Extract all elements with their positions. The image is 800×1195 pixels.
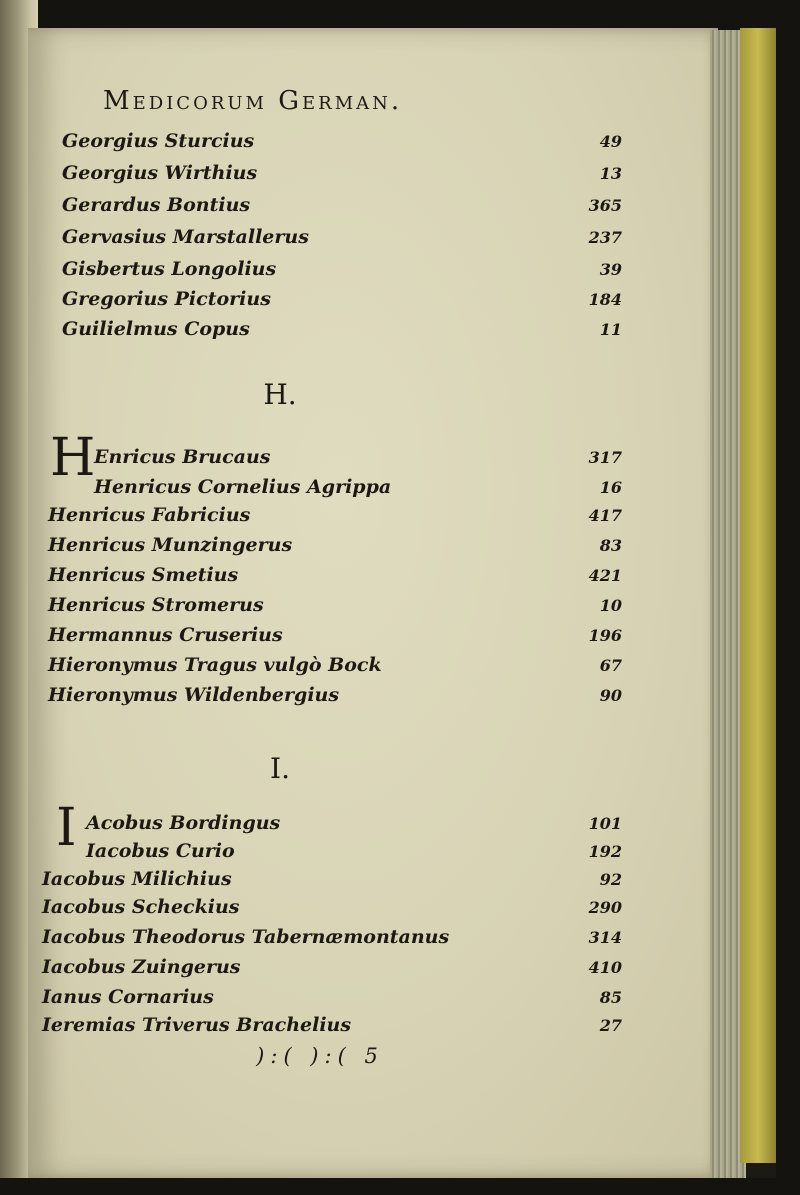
index-entry: [48, 534, 622, 562]
index-entry: [48, 684, 622, 712]
entry-page: 192: [588, 842, 622, 861]
running-header: Medicorum German.: [103, 86, 403, 116]
entry-page: 365: [588, 196, 622, 215]
entry-page: 85: [599, 988, 622, 1007]
entry-page: 27: [599, 1016, 622, 1035]
background-top: [0, 0, 800, 30]
entry-page: 16: [599, 478, 622, 497]
entry-page: 90: [599, 686, 622, 705]
entry-page: 67: [599, 656, 622, 675]
entry-name: Guilielmus Copus: [62, 318, 250, 340]
entry-page: 92: [599, 870, 622, 889]
entry-name: Iacobus Zuingerus: [42, 956, 241, 978]
entry-page: 83: [599, 536, 622, 555]
entry-name: Acobus Bordingus: [86, 812, 281, 834]
entry-page: 11: [599, 320, 622, 339]
entry-name: Henricus Cornelius Agrippa: [94, 476, 392, 498]
entry-name: Hermannus Cruserius: [48, 624, 283, 646]
index-entry: [62, 226, 622, 254]
entry-name: Ianus Cornarius: [42, 986, 214, 1008]
index-entry: [62, 162, 622, 190]
index-entry: [42, 986, 622, 1014]
entry-name: Gregorius Pictorius: [62, 288, 271, 310]
entry-name: Iacobus Curio: [86, 840, 235, 862]
index-entry: [42, 896, 622, 924]
entry-name: Enricus Brucaus: [94, 446, 271, 468]
dropcap-h: H: [50, 428, 96, 488]
background-right: [776, 0, 800, 1195]
entry-name: Hieronymus Tragus vulgò Bock: [48, 654, 382, 676]
entry-page: 421: [588, 566, 622, 585]
entry-page: 13: [599, 164, 622, 183]
entry-name: Hieronymus Wildenbergius: [48, 684, 340, 706]
index-entry: [86, 840, 622, 868]
signature-mark: ):( ):( 5: [256, 1044, 384, 1068]
entry-page: 10: [599, 596, 622, 615]
entry-page: 314: [588, 928, 622, 947]
entry-page: 49: [599, 132, 622, 151]
index-entry: [48, 564, 622, 592]
index-entry: [94, 446, 622, 474]
index-entry: [86, 812, 622, 840]
index-entry: [42, 868, 622, 896]
entry-name: Iacobus Theodorus Tabernæmontanus: [42, 926, 450, 948]
index-entry: [62, 318, 622, 346]
index-entry: [42, 956, 622, 984]
entry-page: 237: [588, 228, 622, 247]
entry-page: 101: [588, 814, 622, 833]
entry-name: Georgius Sturcius: [62, 130, 255, 152]
section-heading-h: H.: [263, 378, 297, 411]
book-cover-edge: [740, 28, 776, 1163]
index-entry: [48, 654, 622, 682]
entry-name: Henricus Smetius: [48, 564, 239, 586]
entry-page: 317: [588, 448, 622, 467]
index-entry: [62, 130, 622, 158]
index-entry: [62, 194, 622, 222]
entry-name: Iacobus Milichius: [42, 868, 232, 890]
entry-name: Henricus Munzingerus: [48, 534, 293, 556]
entry-name: Iacobus Scheckius: [42, 896, 240, 918]
entry-page: 184: [588, 290, 622, 309]
index-entry: [94, 476, 622, 504]
entry-name: Gerardus Bontius: [62, 194, 251, 216]
entry-page: 196: [588, 626, 622, 645]
entry-name: Ieremias Triverus Brachelius: [42, 1014, 352, 1036]
entry-page: 290: [588, 898, 622, 917]
entry-page: 417: [588, 506, 622, 525]
index-entry: [48, 504, 622, 532]
entry-name: Henricus Fabricius: [48, 504, 251, 526]
index-entry: [48, 624, 622, 652]
index-entry: [42, 1014, 622, 1042]
index-entry: [62, 288, 622, 316]
index-entry: [62, 258, 622, 286]
entry-page: 410: [588, 958, 622, 977]
entry-name: Gisbertus Longolius: [62, 258, 277, 280]
entry-name: Georgius Wirthius: [62, 162, 258, 184]
index-entry: [42, 926, 622, 954]
entry-name: Henricus Stromerus: [48, 594, 264, 616]
dropcap-i: I: [56, 798, 77, 858]
entry-page: 39: [599, 260, 622, 279]
section-heading-i: I.: [270, 752, 290, 785]
index-entry: [48, 594, 622, 622]
background-bottom: [0, 1178, 800, 1195]
entry-name: Gervasius Marstallerus: [62, 226, 309, 248]
